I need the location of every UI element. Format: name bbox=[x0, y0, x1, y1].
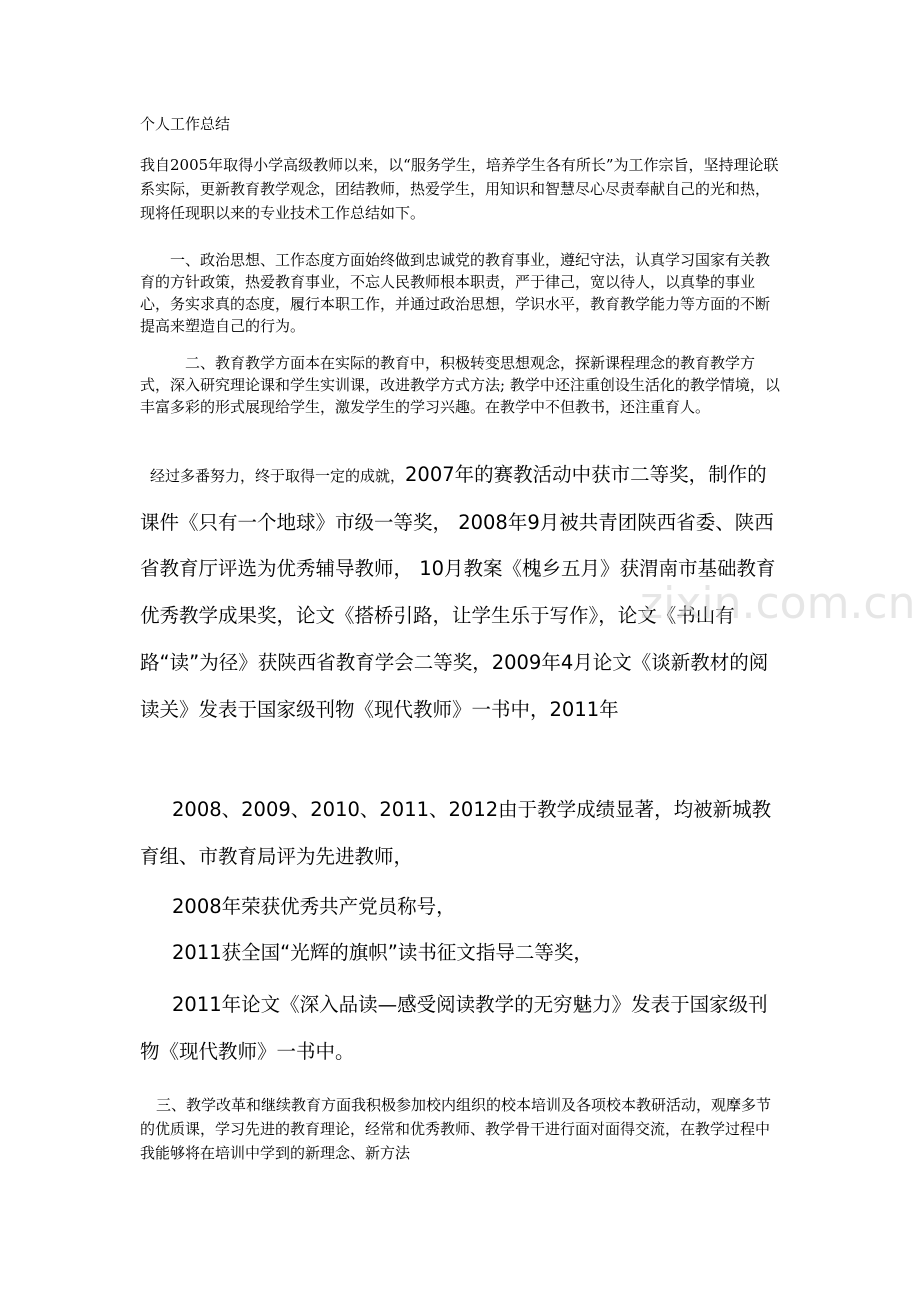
achievements-lead: 经过多番努力，终于取得一定的成就， bbox=[150, 467, 406, 485]
paragraph-paper-2011: 2011年论文《深入品读—感受阅读教学的无穷魅力》发表于国家级刊物《现代教师》一书中。 bbox=[140, 993, 768, 1063]
document-title: 个人工作总结 bbox=[140, 115, 231, 133]
paragraph-teaching-reform: 三、教学改革和继续教育方面我积极参加校内组织的校本培训及各项校本教研活动，观摩多节的优质课，学习先进的教育理论，经常和优秀教师、教学骨干进行面对面得交流，在教学过程中我能够将在培训中学到的新理念、新方法 bbox=[140, 1096, 772, 1162]
paragraph-party-member: 2008年荣获优秀共产党员称号， bbox=[172, 895, 456, 918]
paragraph-advanced-teacher: 2008、2009、2010、2011、2012由于教学成绩显著，均被新城教育组、市教育局评为先进教师， bbox=[140, 798, 772, 868]
watermark: zixin.com.cn bbox=[640, 578, 916, 629]
paragraph-political-thought: 一、政治思想、工作态度方面始终做到忠诚党的教育事业，遵纪守法，认真学习国家有关教育的方针政策，热爱教育事业，不忘人民教师根本职责，严于律己，宽以待人，以真挚的事业心，务实求真的态度，履行本职工作，并通过政治思想，学识水平，教育教学能力等方面的不断提高来塑造自己的行为。 bbox=[140, 251, 771, 335]
paragraph-essay-award: 2011获全国“光辉的旗帜”读书征文指导二等奖， bbox=[172, 941, 593, 964]
achievements-text: 2007年的赛教活动中获市二等奖，制作的课件《只有一个地球》市级一等奖， 2008年9月被共青团陕西省委、陕西省教育厅评选为优秀辅导教师， 10月教案《槐乡五月》获渭南市基础教育优秀教学成果奖，论文《搭桥引路，让学生乐于写作》，论文《书山有路“读”为径》获陕西省教育学会二等奖，2009年4月论文《谈新教材的阅读关》发表于国家级刊物《现代教师》一书中，2011年 bbox=[140, 463, 776, 721]
paragraph-teaching: 二、教育教学方面本在实际的教育中，积极转变思想观念，探新课程理念的教育教学方式，深入研究理论课和学生实训课，改进教学方式方法; 教学中还注重创设生活化的教学情境，以丰富多彩的形式展现给学生，激发学生的学习兴趣。在教学中不但教书，还注重育人。 bbox=[140, 354, 780, 416]
paragraph-intro: 我自2005年取得小学高级教师以来，以“服务学生，培养学生各有所长”为工作宗旨，坚持理论联系实际，更新教育教学观念，团结教师，热爱学生，用知识和智慧尽心尽责奉献自己的光和热，现将任现职以来的专业技术工作总结如下。 bbox=[140, 156, 779, 222]
